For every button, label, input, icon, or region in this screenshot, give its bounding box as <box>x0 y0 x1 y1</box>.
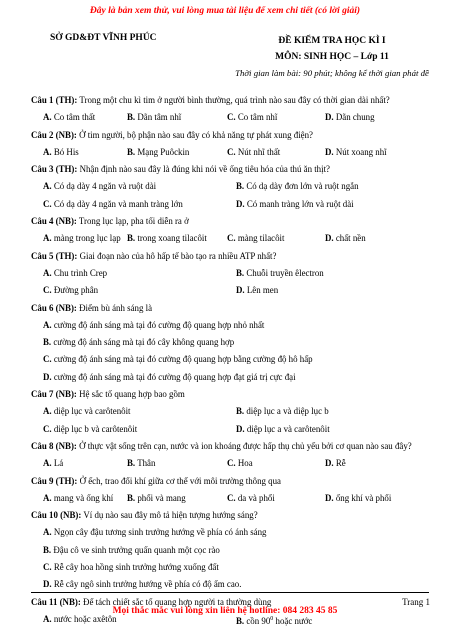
answer-row: C. diệp lục b và carôtenôit D. diệp lục a và carôtenôit <box>43 423 330 434</box>
answer-row: C. Đường phân D. Lên men <box>43 285 279 296</box>
answer-row: A. Chu trình Crep B. Chuỗi truyền êlectron <box>43 267 324 278</box>
question: Câu 7 (NB): Hệ sắc tố quang hợp bao gồm <box>31 389 185 400</box>
answer-row: A. Lá B. Thân C. Hoa D. Rễ <box>43 458 346 469</box>
answer-line: A. Ngọn cây đậu tương sinh trưởng hướng về phía có ánh sáng <box>43 527 267 538</box>
question: Câu 8 (NB): Ở thực vật sống trên cạn, nước và ion khoáng được hấp thụ chủ yếu bởi cơ quan nào sau đây? <box>31 440 412 451</box>
answer-row: A. màng trong lục lạp B. trong xoang tilacôit C. màng tilacôit D. chất nền <box>43 233 366 244</box>
answer-row: A. mang và ống khí B. phổi và mang C. da và phổi D. ống khí và phổi <box>43 492 392 503</box>
question-list <box>31 92 429 630</box>
exam-header <box>232 33 432 81</box>
question: Câu 5 (TH): Giai đoạn nào của hô hấp tế bào tạo ra nhiều ATP nhất? <box>31 250 277 261</box>
question: Câu 4 (NB): Trong lục lạp, pha tối diễn ra ở <box>31 216 189 227</box>
preview-banner: Đây là bản xem thử, vui lòng mua tài liệu để xem chi tiết (có lời giải) <box>89 6 361 16</box>
page-number: Trang 1 <box>402 597 430 607</box>
answer-line: C. cường độ ánh sáng mà tại đó cường độ quang hợp bằng cường độ hô hấp <box>43 354 313 365</box>
answer-line: D. Rễ cây ngô sinh trưởng hướng về phía có độ ẩm cao. <box>43 579 242 590</box>
answer-row: A. Có dạ dày 4 ngăn và ruột dài B. Có dạ dày đơn lớn và ruột ngắn <box>43 181 359 192</box>
answer-line: D. cường độ ánh sáng mà tại đó cường độ quang hợp đạt giá trị cực đại <box>43 371 296 382</box>
answer-line: C. Rễ cây hoa hồng sinh trưởng hướng xuống đất <box>43 562 219 573</box>
question: Câu 9 (TH): Ở ếch, trao đổi khí giữa cơ thể với môi trường thông qua <box>31 475 281 486</box>
department-name: SỞ GD&ĐT VĨNH PHÚC <box>50 33 157 43</box>
exam-subject: MÔN: SINH HỌC – Lớp 11 <box>275 52 389 62</box>
exam-time-note: Thời gian làm bài: 90 phút; không kể thời gian phát đề <box>235 68 429 78</box>
answer-row: A. Bó His B. Mạng Puôckin C. Nút nhĩ thất D. Nút xoang nhĩ <box>43 146 387 157</box>
footer-divider <box>31 592 429 593</box>
question: Câu 1 (TH): Trong một chu kì tim ở người bình thường, quá trình nào sau đây có thời gian dài nhất? <box>31 95 390 105</box>
answer-line: B. Đậu cô ve sinh trưởng quấn quanh một cọc rào <box>43 544 220 555</box>
answer-row: A. diệp lục và carôtenôit B. diệp lục a và diệp lục b <box>43 406 329 417</box>
question: Câu 10 (NB): Ví dụ nào sau đây mô tả hiện tượng hướng sáng? <box>31 510 258 521</box>
question: Câu 3 (TH): Nhận định nào sau đây là đúng khi nói về ống tiêu hóa của thú ăn thịt? <box>31 164 330 175</box>
hotline-banner: Mọi thắc mắc vui lòng xin liên hệ hotline: 084 283 45 85 <box>112 606 338 616</box>
answer-row: A. Co tâm thất B. Dãn tâm nhĩ C. Co tâm nhĩ D. Dãn chung <box>43 112 375 123</box>
question: Câu 6 (NB): Điểm bù ánh sáng là <box>31 302 153 313</box>
exam-title: ĐỀ KIỂM TRA HỌC KÌ I <box>278 36 386 46</box>
question: Câu 2 (NB): Ở tim người, bộ phận nào sau đây có khả năng tự phát xung điện? <box>31 129 314 140</box>
answer-row: A. nước hoặc axêtôn B. cồn $90^0$ hoặc nước <box>43 613 313 626</box>
answer-line: B. cường độ ánh sáng mà tại đó cây không quang hợp <box>43 337 235 348</box>
question: Câu 11 (NB): Để tách chiết sắc tố quang hợp người ta thường dùng <box>31 596 272 607</box>
answer-row: C. Có dạ dày 4 ngăn và manh tràng lớn D. Có manh tràng lớn và ruột dài <box>43 198 354 209</box>
answer-line: A. cường độ ánh sáng mà tại đó cường độ quang hợp nhỏ nhất <box>43 319 265 330</box>
